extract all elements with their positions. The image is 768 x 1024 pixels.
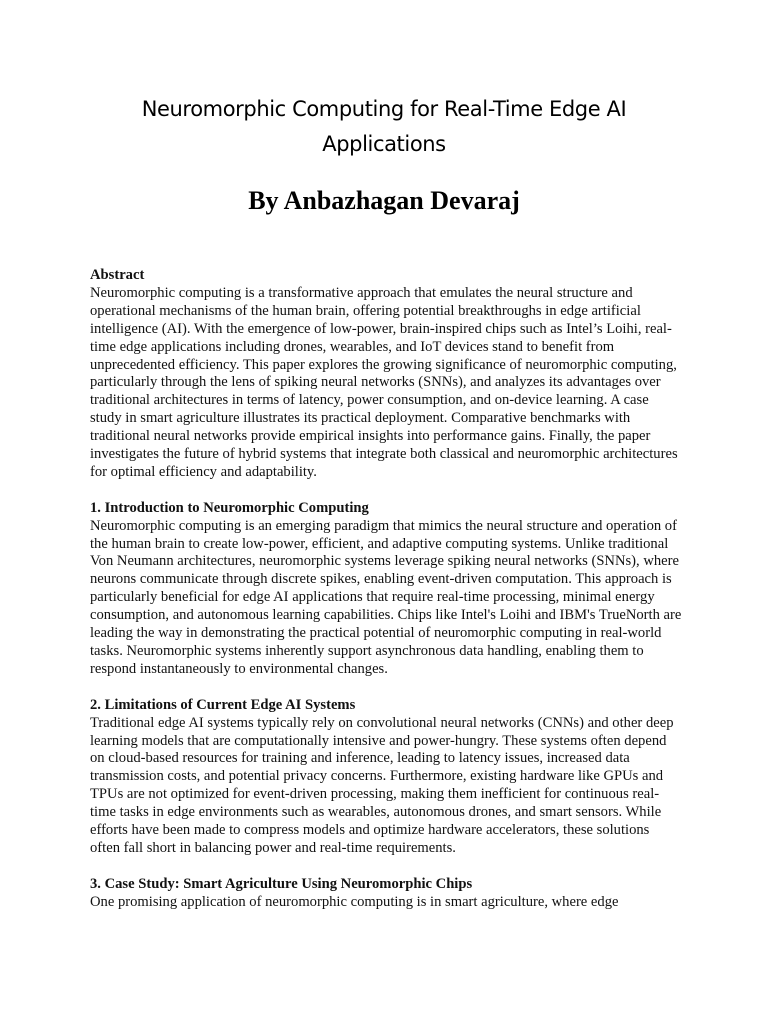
section-abstract (90, 267, 682, 482)
section-paragraph: Neuromorphic computing is a transformative approach that emulates the neural structure and operational mechanisms of the human brain, offering potential breakthroughs in edge artificial intelligence (AI). With the emergence of low-power, brain-inspired chips such as Intel’s Loihi, real-time edge applications including drones, wearables, and IoT devices stand to benefit from unprecedented efficiency. This paper explores the growing significance of neuromorphic computing, particularly through the lens of spiking neural networks (SNNs), and analyzes its advantages over traditional architectures in terms of latency, power consumption, and on-device learning. A case study in smart agriculture illustrates its practical deployment. Comparative benchmarks with traditional neural networks provide empirical insights into performance gains. Finally, the paper investigates the future of hybrid systems that integrate both classical and neuromorphic architectures for optimal efficiency and adaptability. (90, 284, 678, 480)
section-case-study (90, 876, 682, 912)
document-title: Neuromorphic Computing for Real-Time Edge AI Applications (141, 97, 627, 156)
section-paragraph: Traditional edge AI systems typically rely on convolutional neural networks (CNNs) and other deep learning models that are computationally intensive and power-hungry. These systems often depend on cloud-based resources for training and inference, leading to latency issues, increased data transmission costs, and potential privacy concerns. Furthermore, existing hardware like GPUs and TPUs are not optimized for event-driven processing, making them inefficient for continuous real-time tasks in edge environments such as wearables, autonomous drones, and smart sensors. While efforts have been made to compress models and optimize hardware accelerators, these solutions often fall short in balancing power and real-time requirements. (90, 714, 674, 856)
section-introduction (90, 500, 682, 679)
section-limitations (90, 697, 682, 858)
document-body (90, 267, 682, 929)
section-heading: Abstract (90, 267, 145, 283)
author-byline: By Anbazhagan Devaraj (248, 186, 520, 215)
section-heading: 3. Case Study: Smart Agriculture Using Neuromorphic Chips (90, 875, 473, 892)
section-paragraph: Neuromorphic computing is an emerging paradigm that mimics the neural structure and operation of the human brain to create low-power, efficient, and adaptive computing systems. Unlike traditional Von Neumann architectures, neuromorphic systems leverage spiking neural networks (SNNs), where neurons communicate through discrete spikes, enabling event-driven computation. This approach is particularly beneficial for edge AI applications that require real-time processing, minimal energy consumption, and autonomous learning capabilities. Chips like Intel's Loihi and IBM's TrueNorth are leading the way in demonstrating the practical potential of neuromorphic computing in real-world tasks. Neuromorphic systems inherently support asynchronous data handling, enabling them to respond instantaneously to environmental changes. (90, 517, 682, 677)
section-heading: 2. Limitations of Current Edge AI Systems (90, 696, 356, 713)
section-paragraph: One promising application of neuromorphic computing is in smart agriculture, where edge (90, 893, 619, 910)
section-heading: 1. Introduction to Neuromorphic Computing (90, 499, 369, 516)
